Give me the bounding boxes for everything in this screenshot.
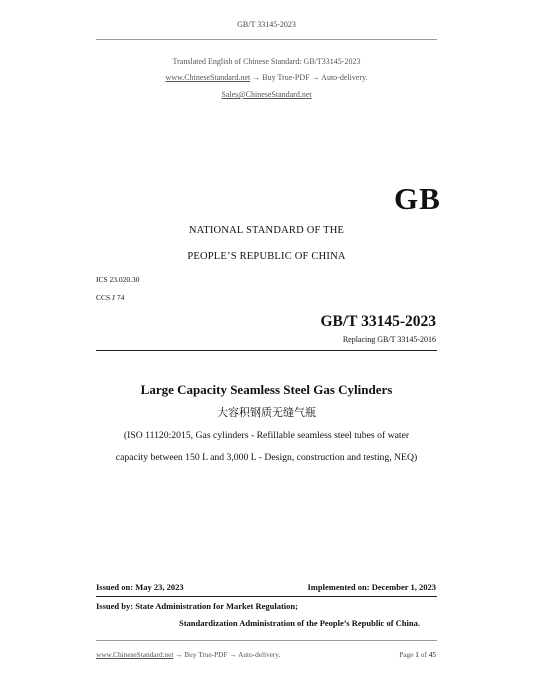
- page-label: Page: [399, 650, 414, 659]
- replacing-note: Replacing GB/T 33145-2016: [342, 335, 436, 344]
- running-header: GB/T 33145-2023: [237, 20, 296, 29]
- footer-buy-text: Buy True-PDF: [184, 650, 228, 659]
- iso-reference-line1: (ISO 11120:2015, Gas cylinders - Refillable seamless steel tubes of water: [123, 430, 410, 441]
- standard-rule: [96, 350, 437, 351]
- buy-pdf-text: Buy True-PDF: [262, 73, 310, 82]
- total-pages: 45: [428, 650, 436, 659]
- arrow-icon: →: [229, 650, 237, 659]
- of-label: of: [420, 650, 427, 659]
- title-english: Large Capacity Seamless Steel Gas Cylinders: [140, 382, 393, 397]
- footer-delivery-text: Auto-delivery.: [238, 650, 281, 659]
- footer-website-link[interactable]: www.ChineseStandard.net: [96, 650, 174, 659]
- page-number: 1: [415, 650, 419, 659]
- dates-rule: [96, 596, 437, 597]
- implemented-date: Implemented on: December 1, 2023: [307, 582, 436, 592]
- iso-reference-line2: capacity between 150 L and 3,000 L - Design, construction and testing, NEQ): [115, 452, 418, 463]
- national-standard-line1: NATIONAL STANDARD OF THE: [188, 225, 345, 236]
- national-standard-line2: PEOPLE’S REPUBLIC OF CHINA: [187, 251, 346, 262]
- title-chinese: 大容积钢质无缝气瓶: [217, 406, 316, 419]
- header-rule: [96, 39, 437, 40]
- ics-code: ICS 23.020.30: [96, 275, 140, 284]
- website-link[interactable]: www.ChineseStandard.net: [165, 73, 251, 82]
- arrow-icon: →: [311, 73, 320, 82]
- email-line: [0, 90, 533, 99]
- email-link[interactable]: Sales@ChineseStandard.net: [221, 90, 312, 99]
- arrow-icon: →: [252, 73, 261, 82]
- arrow-icon: →: [175, 650, 183, 659]
- translation-notice: Translated English of Chinese Standard: GB/T33145-2023: [172, 57, 361, 66]
- purchase-line: [0, 73, 533, 82]
- issuing-authority-2: Standardization Administration of the People’s Republic of China.: [178, 618, 420, 628]
- footer-rule: [96, 640, 437, 641]
- issued-date: Issued on: May 23, 2023: [96, 582, 184, 592]
- standard-number: GB/T 33145-2023: [320, 313, 436, 330]
- ccs-code: CCS J 74: [96, 293, 125, 302]
- page-indicator: [0, 650, 436, 659]
- gb-mark: GB: [394, 181, 441, 216]
- auto-delivery-text: Auto-delivery.: [321, 73, 368, 82]
- issuing-authority: Issued by: State Administration for Market Regulation;: [96, 601, 298, 611]
